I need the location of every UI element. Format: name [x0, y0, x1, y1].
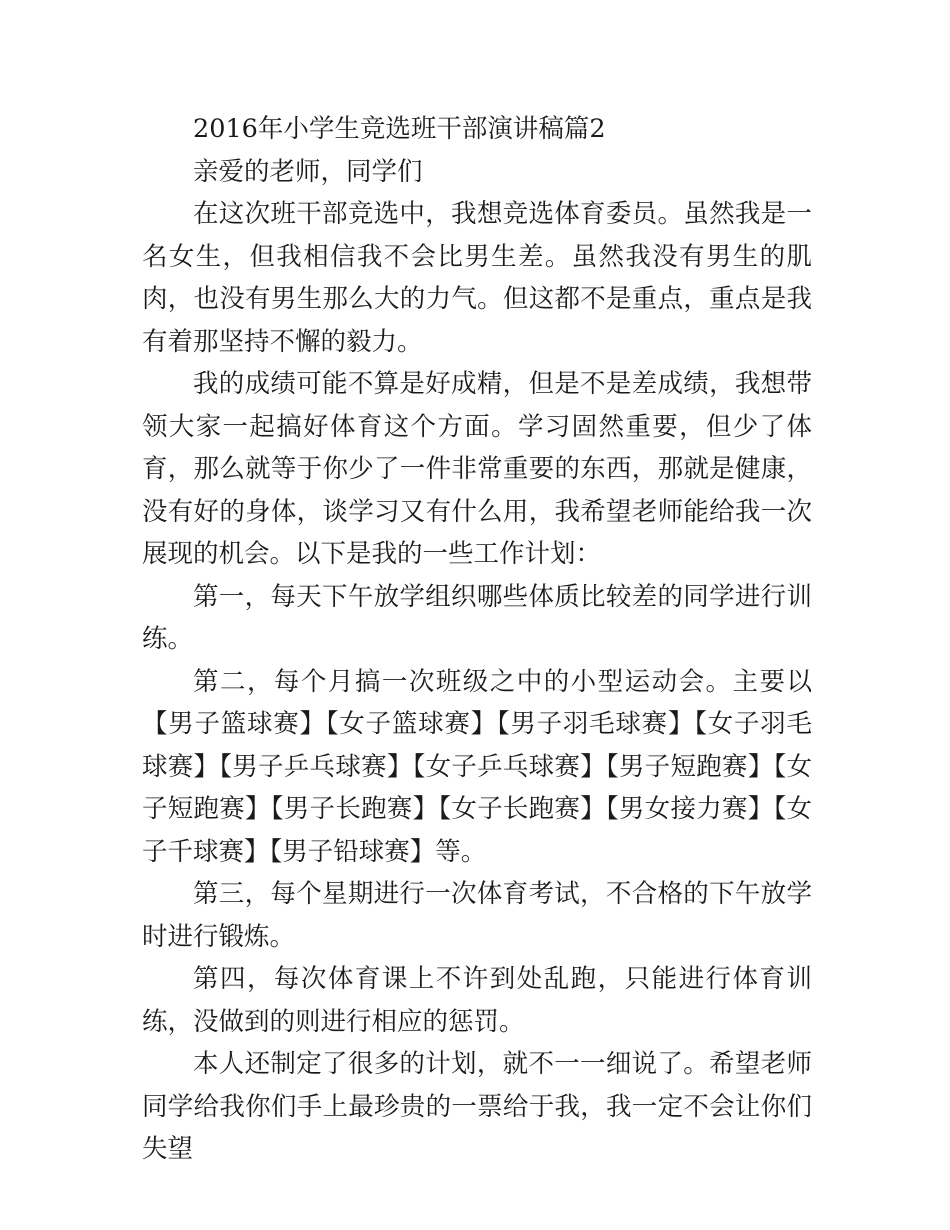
paragraph-motivation: 我的成绩可能不算是好成精，但是不是差成绩，我想带领大家一起搞好体育这个方面。学习固然重要，但少了体育，那么就等于你少了一件非常重要的东西，那就是健康，没有好的身体，谈学习又有什么用，我希望老师能给我一次展现的机会。以下是我的一些工作计划：	[142, 369, 812, 569]
paragraph-plan-3: 第三，每个星期进行一次体育考试，不合格的下午放学时进行锻炼。	[142, 879, 812, 952]
paragraph-plan-4: 第四，每次体育课上不许到处乱跑，只能进行体育训练，没做到的则进行相应的惩罚。	[142, 964, 812, 1037]
document-body	[142, 108, 812, 1171]
paragraph-plan-1: 第一，每天下午放学组织哪些体质比较差的同学进行训练。	[142, 581, 812, 654]
paragraph-greeting: 亲爱的老师，同学们	[193, 156, 423, 187]
paragraph-closing: 本人还制定了很多的计划，就不一一细说了。希望老师同学给我你们手上最珍贵的一票给于我，我一定不会让你们失望	[142, 1049, 812, 1164]
paragraph-plan-2: 第二，每个月搞一次班级之中的小型运动会。主要以【男子篮球赛】【女子篮球赛】【男子羽毛球赛】【女子羽毛球赛】【男子乒乓球赛】【女子乒乓球赛】【男子短跑赛】【女子短跑赛】【男子长跑赛】【女子长跑赛】【男女接力赛】【女子千球赛】【男子铅球赛】等。	[142, 666, 812, 867]
document-title: 2016年小学生竞选班干部演讲稿篇2	[193, 114, 606, 144]
paragraph-intro: 在这次班干部竞选中，我想竞选体育委员。虽然我是一名女生，但我相信我不会比男生差。虽然我没有男生的肌肉，也没有男生那么大的力气。但这都不是重点，重点是我有着那坚持不懈的毅力。	[142, 199, 812, 357]
